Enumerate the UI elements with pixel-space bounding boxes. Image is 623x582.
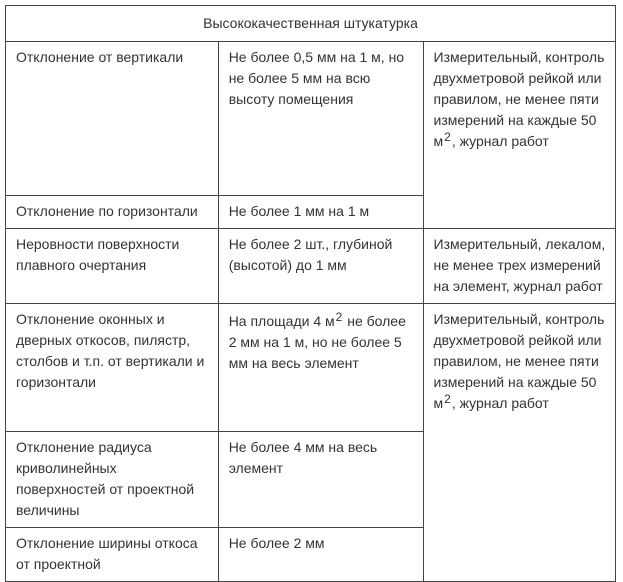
table-row <box>6 304 616 432</box>
parameter-cell: Отклонение по горизонтали <box>6 196 219 229</box>
tolerance-cell: Не более 4 мм на весь элемент <box>218 432 423 528</box>
control-text: Измерительный, контроль двухметровой рейкой или правилом, не менее пяти измерений на каждые 50 м <box>433 49 605 149</box>
tolerance-cell: Не более 2 мм <box>218 528 423 582</box>
tolerance-cell: Не более 0,5 мм на 1 м, но не более 5 мм на всю высоту помещения <box>218 42 423 196</box>
control-cell <box>423 304 616 582</box>
control-cell: Измерительный, лекалом, не менее трех измерений на элемент, журнал работ <box>423 229 616 304</box>
parameter-cell: Отклонение оконных и дверных откосов, пилястр, столбов и т.п. от вертикали и горизонтали <box>6 304 219 432</box>
parameter-cell: Неровности поверхности плавного очертания <box>6 229 219 304</box>
parameter-cell: Отклонение радиуса криволинейных поверхностей от проектной величины <box>6 432 219 528</box>
table-row <box>6 229 616 304</box>
table-title: Высококачественная штукатурка <box>6 6 616 42</box>
control-text-end: , журнал работ <box>451 395 549 411</box>
control-text: Измерительный, контроль двухметровой рейкой или правилом, не менее пяти измерений на каждые 50 м <box>433 311 605 411</box>
tolerance-cell <box>218 304 423 432</box>
parameter-cell: Отклонение ширины откоса от проектной <box>6 528 219 582</box>
superscript-2: 2 <box>444 130 451 144</box>
tolerance-text: На площади 4 м <box>228 313 335 329</box>
plaster-tolerance-table <box>5 5 616 582</box>
parameter-cell: Отклонение от вертикали <box>6 42 219 196</box>
tolerance-cell: Не более 2 шт., глубиной (высотой) до 1 мм <box>218 229 423 304</box>
table-header-row <box>6 6 616 42</box>
control-text-end: , журнал работ <box>451 133 549 149</box>
control-cell <box>423 42 616 229</box>
superscript-2: 2 <box>335 310 343 324</box>
tolerance-cell: Не более 1 мм на 1 м <box>218 196 423 229</box>
superscript-2: 2 <box>444 392 451 406</box>
tolerance-text-end: не более 2 мм на 1 м, но не более 5 мм на весь элемент <box>228 313 406 371</box>
table-row <box>6 42 616 196</box>
